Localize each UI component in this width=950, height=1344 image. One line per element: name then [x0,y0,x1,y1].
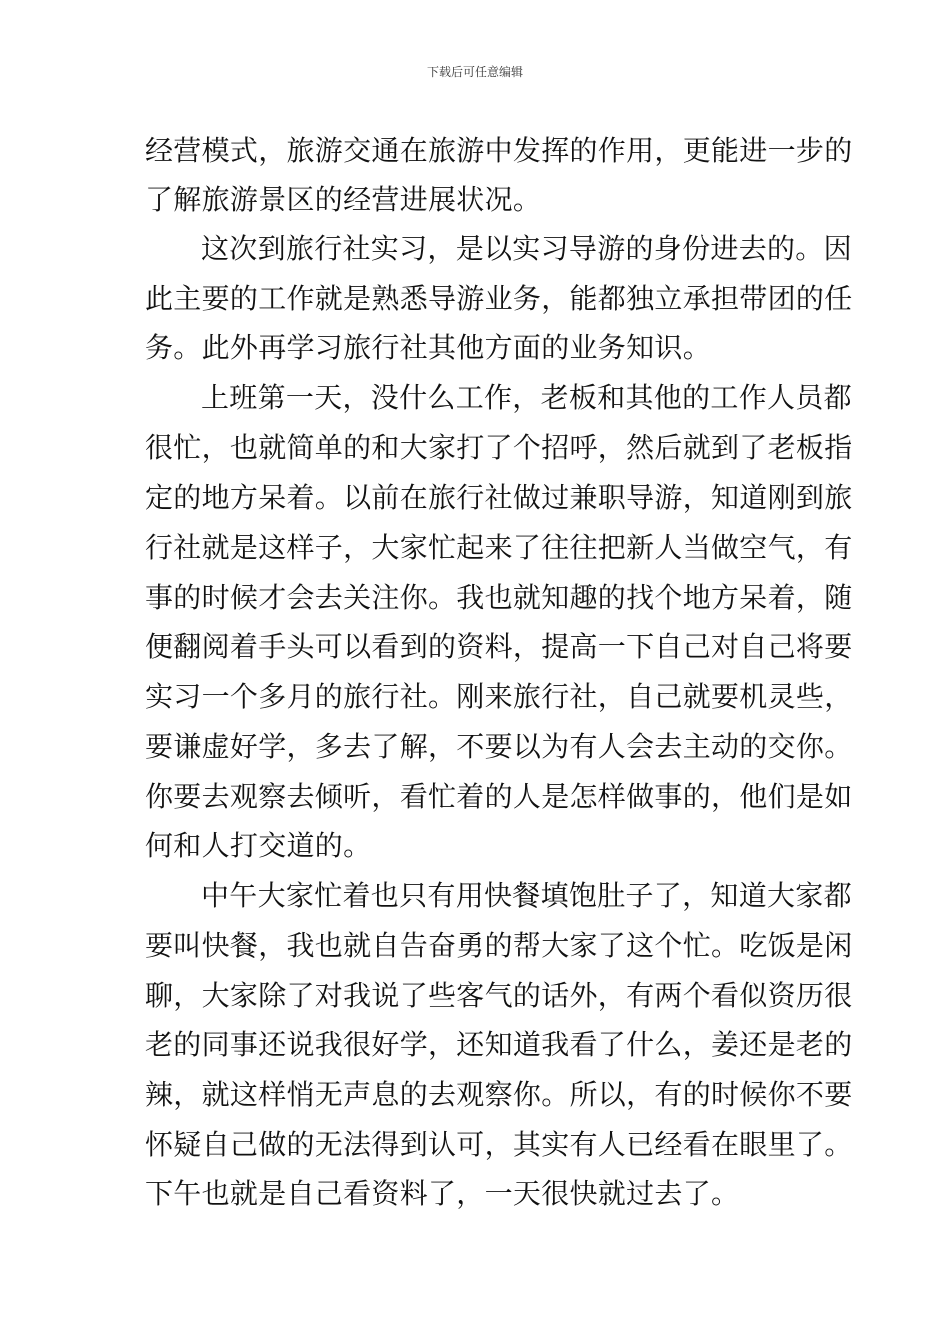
text-line: 要谦虚好学，多去了解，不要以为有人会去主动的交你。 [145,730,853,763]
text-line: 老的同事还说我很好学，还知道我看了什么，姜还是老的 [145,1028,853,1061]
text-line: 定的地方呆着。以前在旅行社做过兼职导游，知道刚到旅 [145,481,853,514]
text-line: 要叫快餐，我也就自告奋勇的帮大家了这个忙。吃饭是闲 [145,929,853,962]
text-line: 聊，大家除了对我说了些客气的话外，有两个看似资历很 [145,979,853,1012]
text-line: 怀疑自己做的无法得到认可，其实有人已经看在眼里了。 [145,1128,853,1161]
page-header: 下载后可任意编辑 [426,65,523,79]
text-line: 便翻阅着手头可以看到的资料，提高一下自己对自己将要 [145,630,853,663]
text-line: 实习一个多月的旅行社。刚来旅行社，自己就要机灵些， [145,680,853,713]
text-line: 务。此外再学习旅行社其他方面的业务知识。 [145,331,712,364]
paragraph-first-line: 上班第一天，没什么工作，老板和其他的工作人员都 [201,381,852,414]
text-line: 何和人打交道的。 [145,829,372,862]
text-line: 很忙，也就简单的和大家打了个招呼，然后就到了老板指 [145,431,853,464]
text-line: 行社就是这样子，大家忙起来了往往把新人当做空气，有 [145,531,853,564]
text-line: 此主要的工作就是熟悉导游业务，能都独立承担带团的任 [145,282,853,315]
text-line: 下午也就是自己看资料了，一天很快就过去了。 [145,1177,740,1210]
text-line: 你要去观察去倾听，看忙着的人是怎样做事的，他们是如 [145,780,853,813]
text-line: 事的时候才会去关注你。我也就知趣的找个地方呆着，随 [145,581,853,614]
paragraph-first-line: 中午大家忙着也只有用快餐填饱肚子了，知道大家都 [201,879,852,912]
text-line: 辣，就这样悄无声息的去观察你。所以，有的时候你不要 [145,1078,853,1111]
paragraph-first-line: 这次到旅行社实习，是以实习导游的身份进去的。因 [201,232,852,265]
text-line: 经营模式，旅游交通在旅游中发挥的作用，更能进一步的 [145,134,853,167]
text-line: 了解旅游景区的经营进展状况。 [145,183,542,216]
